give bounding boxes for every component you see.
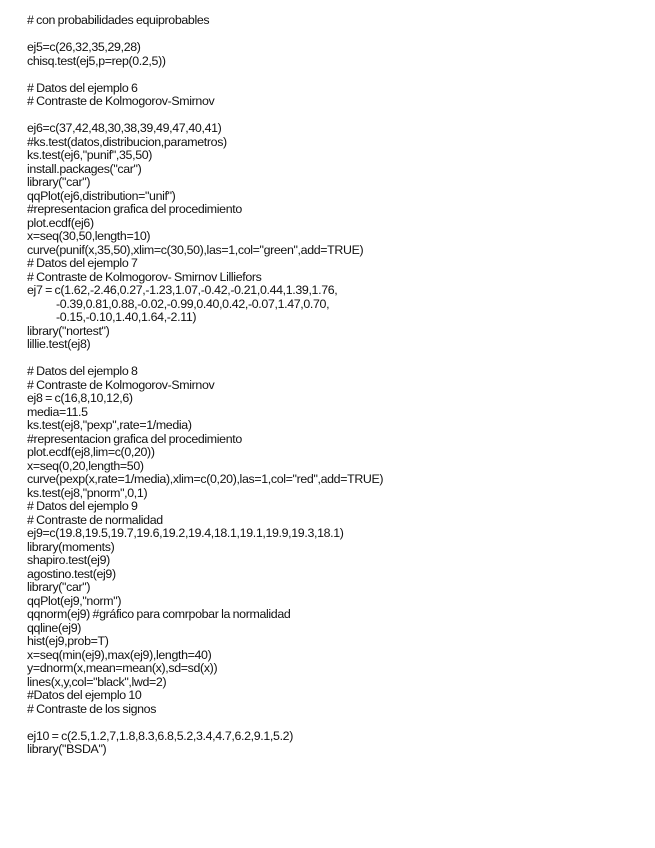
code-line: curve(punif(x,35,50),xlim=c(30,50),las=1,col="green",add=TRUE) <box>27 242 364 257</box>
code-line: ks.test(ej8,"pexp",rate=1/media) <box>27 418 192 432</box>
code-line: hist(ej9,prob=T) <box>27 634 109 648</box>
code-line: ej10 = c(2.5,1.2,7,1.8,8.3,6.8,5.2,3.4,4.7,6.2,9.1,5.2) <box>27 728 293 743</box>
comment-line: # Contraste de normalidad <box>27 512 163 527</box>
code-line: y=dnorm(x,mean=mean(x),sd=sd(x)) <box>27 661 218 675</box>
code-line: ej9=c(19.8,19.5,19.7,19.6,19.2,19.4,18.1,19.1,19.9,19.3,18.1) <box>27 526 344 540</box>
comment-line: # Datos del ejemplo 9 <box>27 499 138 513</box>
blank-line <box>27 352 642 366</box>
code-line: library("car") <box>27 175 91 189</box>
comment-line: # Datos del ejemplo 8 <box>27 364 138 378</box>
code-line: x=seq(0,20,length=50) <box>27 458 144 473</box>
comment-line: # Datos del ejemplo 6 <box>27 80 138 95</box>
comment-line: # Datos del ejemplo 7 <box>27 256 138 270</box>
blank-line <box>27 109 642 123</box>
code-line: library("car") <box>27 580 91 594</box>
code-line: x=seq(30,50,length=10) <box>27 229 151 243</box>
code-line: qqPlot(ej9,"norm") <box>27 593 122 608</box>
blank-line <box>27 716 642 730</box>
code-line: plot.ecdf(ej6) <box>27 215 94 230</box>
code-line: -0.39,0.81,0.88,-0.02,-0.99,0.40,0.42,-0.07,1.47,0.70, <box>56 296 330 311</box>
code-line: shapiro.test(ej9) <box>27 553 110 567</box>
code-line: qqline(ej9) <box>27 620 82 635</box>
code-line: ej7 = c(1.62,-2.46,0.27,-1.23,1.07,-0.42,-0.21,0.44,1.39,1.76, <box>27 283 338 297</box>
code-line: ej6=c(37,42,48,30,38,39,49,47,40,41) <box>27 121 222 135</box>
code-line: ej8 = c(16,8,10,12,6) <box>27 391 133 405</box>
code-line: x=seq(min(ej9),max(ej9),length=40) <box>27 647 212 662</box>
code-line: library("nortest") <box>27 323 110 338</box>
code-line: lines(x,y,col="black",lwd=2) <box>27 674 167 689</box>
code-line: install.packages("car") <box>27 161 142 176</box>
comment-line: #ks.test(datos,distribucion,parametros) <box>27 134 227 149</box>
comment-line: # con probabilidades equiprobables <box>27 13 210 27</box>
code-line: qqnorm(ej9) #gráfico para comrpobar la normalidad <box>27 607 291 621</box>
comment-line: #representacion grafica del procedimiento <box>27 202 242 216</box>
code-line: lillie.test(ej8) <box>27 337 91 351</box>
comment-line: # Contraste de Kolmogorov-Smirnov <box>27 377 215 392</box>
code-line: chisq.test(ej5,p=rep(0.2,5)) <box>27 53 166 68</box>
comment-line: # Contraste de Kolmogorov- Smirnov Lilliefors <box>27 269 262 284</box>
comment-line: # Contraste de Kolmogorov-Smirnov <box>27 94 215 108</box>
code-line: qqPlot(ej6,distribution="unif") <box>27 188 176 203</box>
comment-line: #representacion grafica del procedimiento <box>27 431 242 446</box>
code-line: library(moments) <box>27 539 115 554</box>
code-line: ej5=c(26,32,35,29,28) <box>27 40 141 54</box>
code-line: media=11.5 <box>27 404 88 419</box>
comment-line: #Datos del ejemplo 10 <box>27 688 142 702</box>
blank-line <box>27 68 642 82</box>
code-line: agostino.test(ej9) <box>27 566 116 581</box>
code-line: ks.test(ej8,"pnorm",0,1) <box>27 485 148 500</box>
code-line: -0.15,-0.10,1.40,1.64,-2.11) <box>56 310 197 324</box>
r-script-text <box>27 14 642 757</box>
code-line: library("BSDA") <box>27 742 107 756</box>
code-line: curve(pexp(x,rate=1/media),xlim=c(0,20),las=1,col="red",add=TRUE) <box>27 472 384 486</box>
code-line: ks.test(ej6,"punif",35,50) <box>27 148 153 162</box>
code-line: plot.ecdf(ej8,lim=c(0,20)) <box>27 445 155 459</box>
comment-line: # Contraste de los signos <box>27 701 157 716</box>
blank-line <box>27 28 642 42</box>
